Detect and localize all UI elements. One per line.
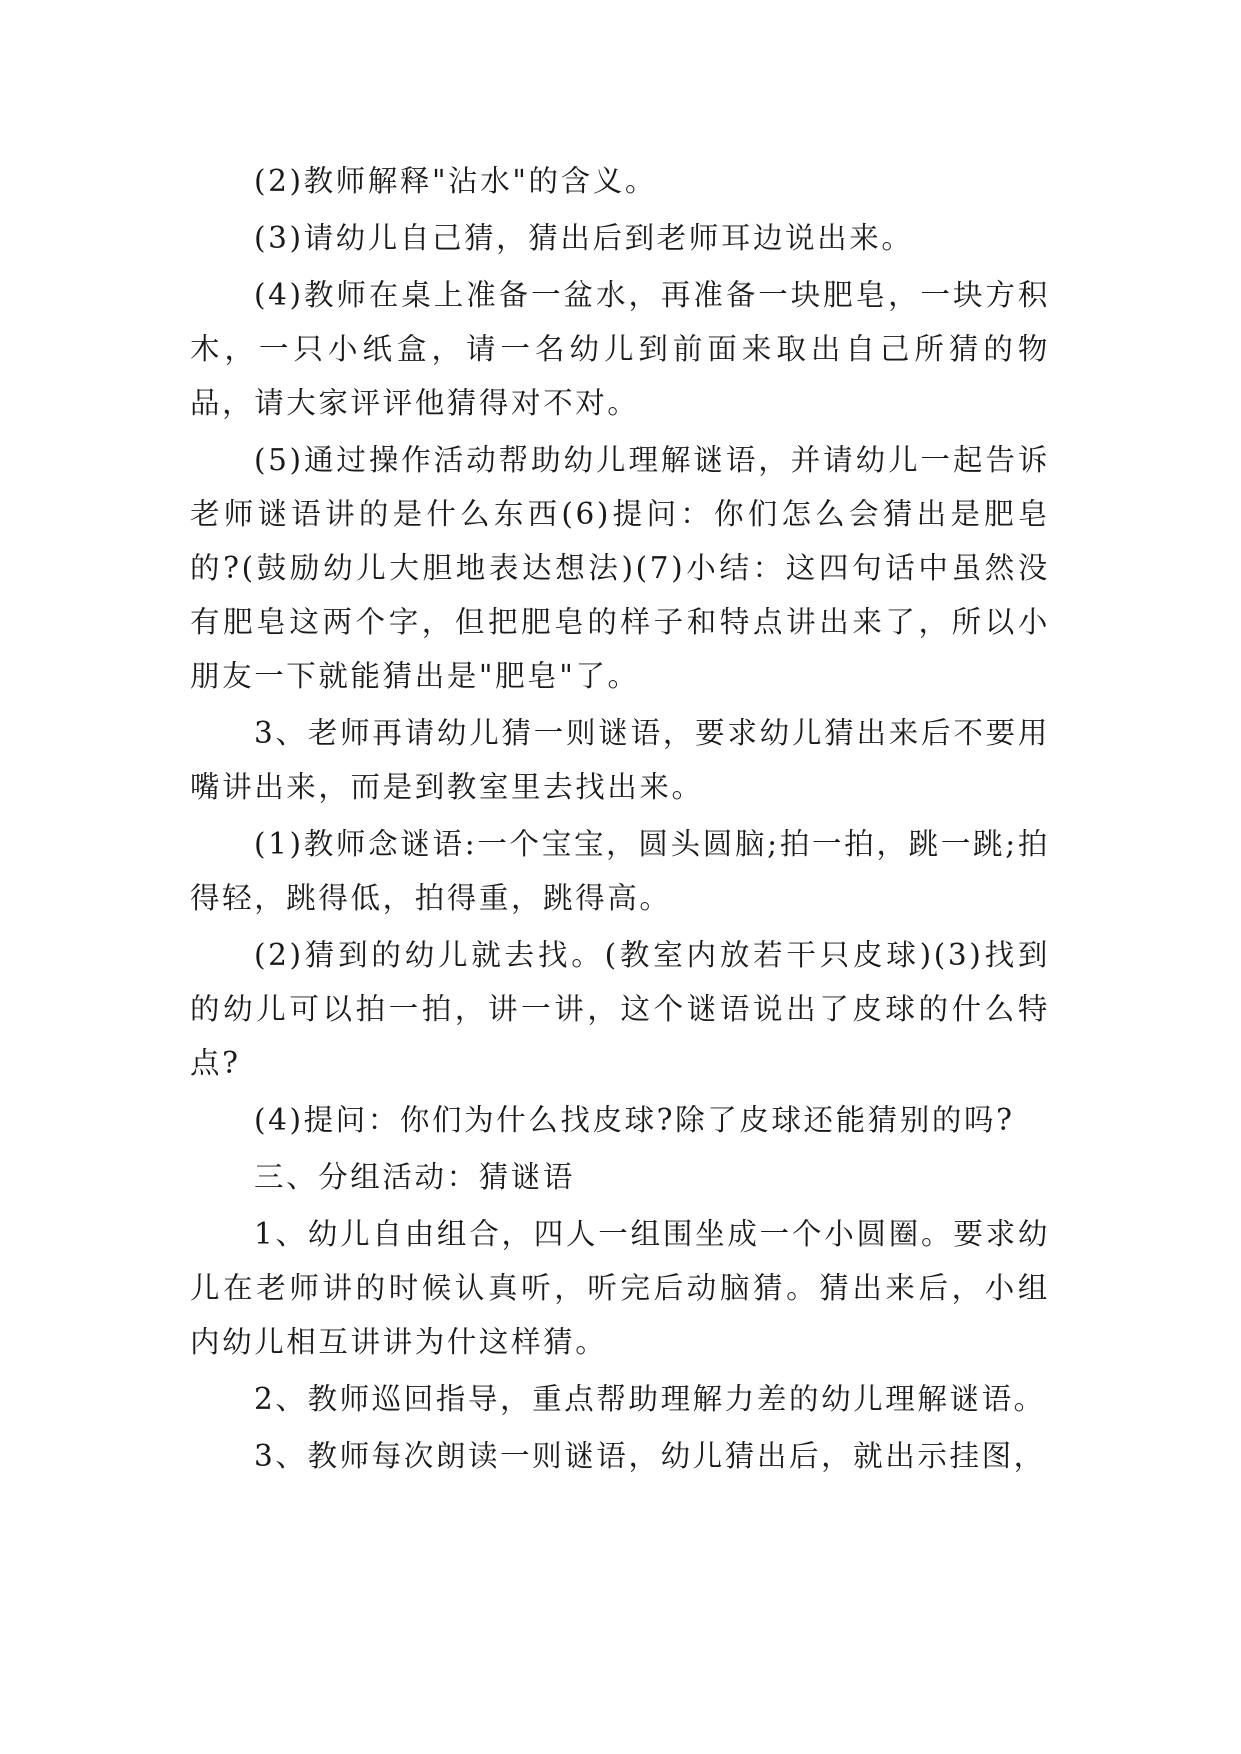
paragraph: (4)教师在桌上准备一盆水，再准备一块肥皂，一块方积木，一只小纸盒，请一名幼儿到前面来取出自己所猜的物品，请大家评评他猜得对不对。 — [190, 278, 1050, 420]
paragraph: (2)教师解释"沾水"的含义。 — [254, 164, 657, 198]
paragraph: (3)请幼儿自己猜，猜出后到老师耳边说出来。 — [254, 221, 914, 255]
paragraph: 3、教师每次朗读一则谜语，幼儿猜出后，就出示挂图， — [254, 1439, 1046, 1473]
paragraph: 2、教师巡回指导，重点帮助理解力差的幼儿理解谜语。 — [254, 1382, 1046, 1416]
paragraph: 3、老师再请幼儿猜一则谜语，要求幼儿猜出来后不要用嘴讲出来，而是到教室里去找出来。 — [190, 716, 1050, 804]
section-heading: 三、分组活动：猜谜语 — [254, 1160, 576, 1194]
paragraph: (4)提问：你们为什么找皮球?除了皮球还能猜别的吗? — [254, 1103, 1015, 1137]
paragraph: (5)通过操作活动帮助幼儿理解谜语，并请幼儿一起告诉老师谜语讲的是什么东西(6)提问：你们怎么会猜出是肥皂的?(鼓励幼儿大胆地表达想法)(7)小结：这四句话中虽然没有肥皂这两个字，但把肥皂的样子和特点讲出来了，所以小朋友一下就能猜出是"肥皂"了。 — [190, 443, 1050, 693]
paragraph: (2)猜到的幼儿就去找。(教室内放若干只皮球)(3)找到的幼儿可以拍一拍，讲一讲，这个谜语说出了皮球的什么特点? — [190, 938, 1050, 1080]
document-body — [190, 154, 1050, 1483]
paragraph: (1)教师念谜语:一个宝宝，圆头圆脑;拍一拍，跳一跳;拍得轻，跳得低，拍得重，跳得高。 — [190, 827, 1050, 915]
paragraph: 1、幼儿自由组合，四人一组围坐成一个小圆圈。要求幼儿在老师讲的时候认真听，听完后动脑猜。猜出来后，小组内幼儿相互讲讲为什这样猜。 — [190, 1217, 1050, 1359]
